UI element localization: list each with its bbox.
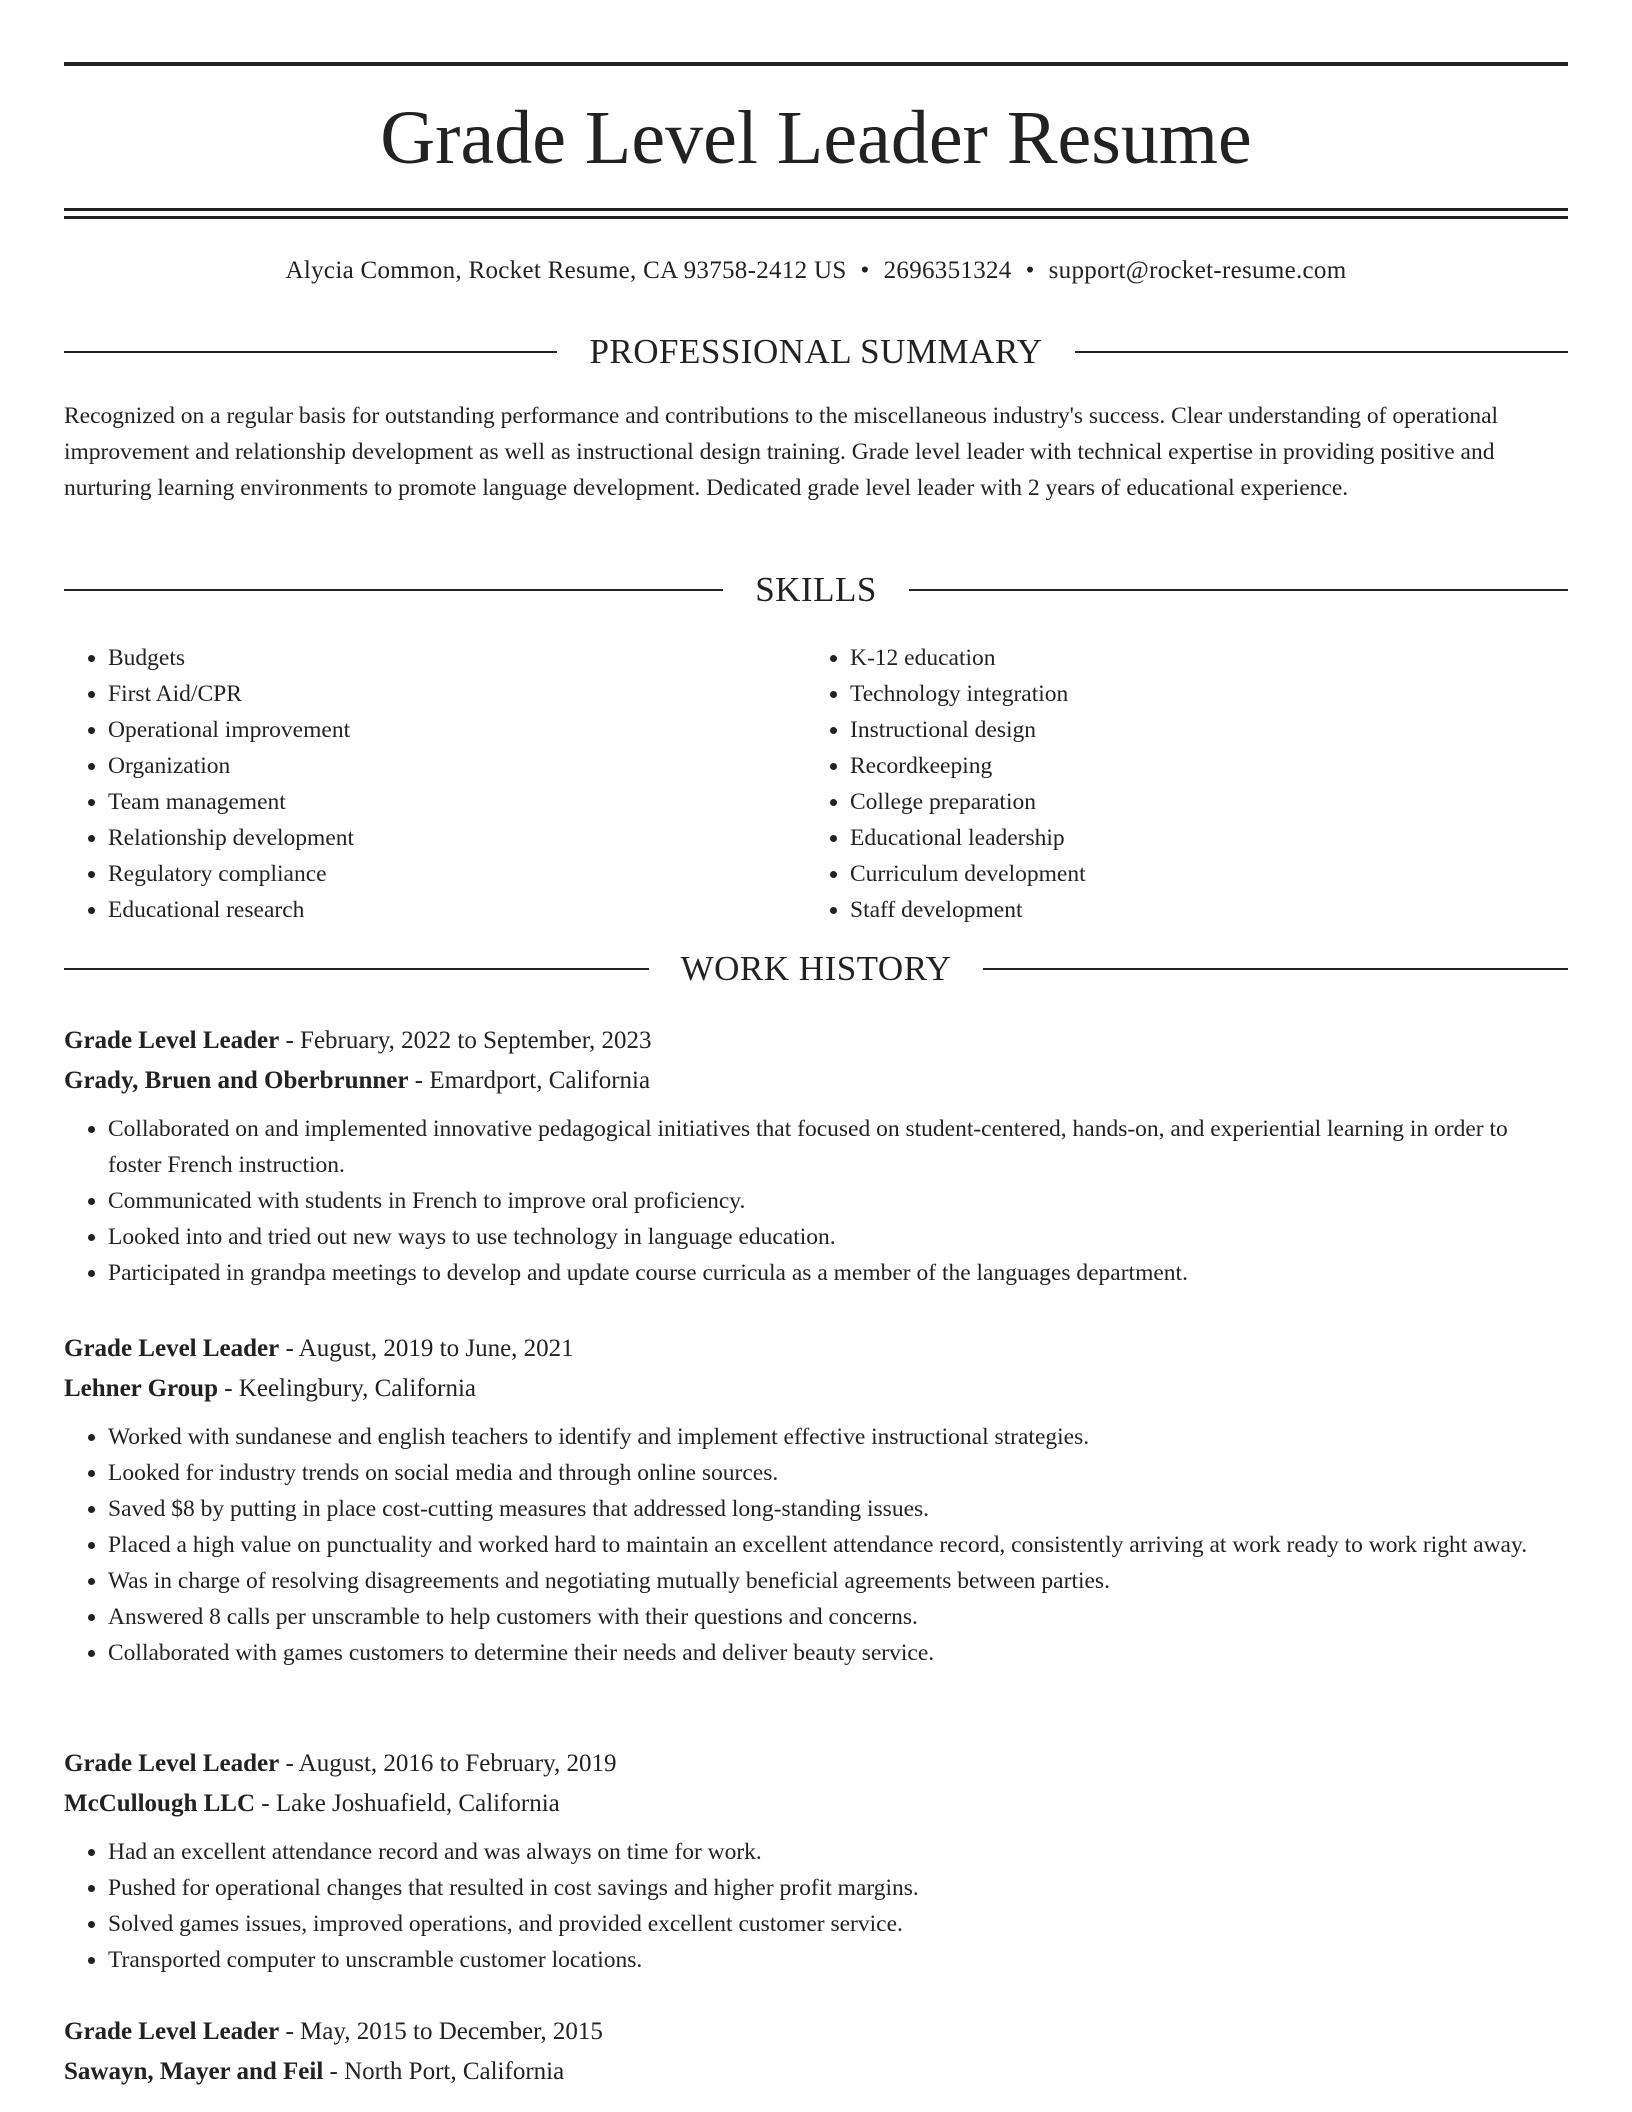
job-company: Lehner Group bbox=[64, 1375, 218, 1402]
section-divider-right bbox=[909, 589, 1568, 591]
job-entry bbox=[64, 1329, 1568, 1671]
section-divider-right bbox=[1075, 351, 1568, 353]
job-entry bbox=[64, 1744, 1568, 1978]
job-dates: - August, 2019 to June, 2021 bbox=[285, 1335, 574, 1362]
skill-item: • Technology integration bbox=[850, 676, 1086, 712]
job-dates: - May, 2015 to December, 2015 bbox=[285, 2018, 603, 2045]
skill-item: • Educational research bbox=[108, 892, 354, 928]
skill-item: • Operational improvement bbox=[108, 712, 354, 748]
skills-column-right bbox=[806, 640, 1086, 928]
skill-item: • Organization bbox=[108, 748, 354, 784]
job-company-line bbox=[64, 1369, 1568, 1409]
job-bullet: • Answered 8 calls per unscramble to help customers with their questions and concerns. bbox=[108, 1599, 1568, 1635]
job-title-line bbox=[64, 1329, 1568, 1369]
header-double-rule-lower bbox=[64, 216, 1568, 219]
job-location: - Keelingbury, California bbox=[224, 1375, 476, 1402]
job-bullet: • Had an excellent attendance record and was always on time for work. bbox=[108, 1834, 1568, 1870]
job-bullet: • Looked into and tried out new ways to use technology in language education. bbox=[108, 1219, 1568, 1255]
job-dates: - August, 2016 to February, 2019 bbox=[285, 1750, 617, 1777]
job-bullets bbox=[64, 1419, 1568, 1671]
job-bullet: • Communicated with students in French to improve oral proficiency. bbox=[108, 1183, 1568, 1219]
job-bullet: • Pushed for operational changes that resulted in cost savings and higher profit margins. bbox=[108, 1870, 1568, 1906]
section-divider-left bbox=[64, 351, 557, 353]
job-entry bbox=[64, 1021, 1568, 1291]
work-heading: WORK HISTORY bbox=[680, 949, 952, 988]
header-top-rule bbox=[64, 62, 1568, 66]
job-company: Grady, Bruen and Oberbrunner bbox=[64, 1067, 409, 1094]
job-bullet: • Looked for industry trends on social media and through online sources. bbox=[108, 1455, 1568, 1491]
skill-item: • Curriculum development bbox=[850, 856, 1086, 892]
job-title-line bbox=[64, 2012, 1568, 2052]
section-divider-right bbox=[983, 968, 1568, 970]
skill-item: • Relationship development bbox=[108, 820, 354, 856]
job-bullet: • Participated in grandpa meetings to develop and update course curricula as a member of the languages department. bbox=[108, 1255, 1568, 1291]
contact-separator: • bbox=[860, 257, 870, 284]
skill-item: • K-12 education bbox=[850, 640, 1086, 676]
job-bullets bbox=[64, 1834, 1568, 1978]
job-company: McCullough LLC bbox=[64, 1790, 256, 1817]
skills-heading: SKILLS bbox=[755, 570, 877, 609]
job-title-line bbox=[64, 1021, 1568, 1061]
contact-email: support@rocket-resume.com bbox=[1048, 257, 1347, 284]
job-title: Grade Level Leader bbox=[64, 1750, 280, 1777]
skill-item: • Instructional design bbox=[850, 712, 1086, 748]
job-bullets bbox=[64, 1111, 1568, 1291]
job-title: Grade Level Leader bbox=[64, 1027, 280, 1054]
contact-address: Alycia Common, Rocket Resume, CA 93758-2412 US bbox=[285, 257, 847, 284]
summary-text: Recognized on a regular basis for outstanding performance and contributions to the miscellaneous industry's success. Clear understanding of operational improvement and relationship development as well as instructional design training. Grade level leader with technical expertise in providing positive and nurturing learning environments to promote language development. Dedicated grade level leader with 2 years of educational experience. bbox=[64, 403, 1499, 501]
job-company-line bbox=[64, 1784, 1568, 1824]
job-company-line bbox=[64, 2052, 1568, 2092]
skill-item: • Staff development bbox=[850, 892, 1086, 928]
work-section-header bbox=[64, 947, 1568, 991]
job-bullet: • Worked with sundanese and english teachers to identify and implement effective instructional strategies. bbox=[108, 1419, 1568, 1455]
job-entry bbox=[64, 2012, 1568, 2092]
job-bullet: • Was in charge of resolving disagreements and negotiating mutually beneficial agreements between parties. bbox=[108, 1563, 1568, 1599]
job-dates: - February, 2022 to September, 2023 bbox=[285, 1027, 652, 1054]
section-divider-left bbox=[64, 968, 649, 970]
job-title-line bbox=[64, 1744, 1568, 1784]
skill-item: • College preparation bbox=[850, 784, 1086, 820]
contact-line bbox=[0, 254, 1632, 288]
summary-heading: PROFESSIONAL SUMMARY bbox=[589, 332, 1043, 371]
skills-section-header bbox=[64, 568, 1568, 612]
job-company-line bbox=[64, 1061, 1568, 1101]
skill-item: • Recordkeeping bbox=[850, 748, 1086, 784]
job-bullet: • Collaborated with games customers to determine their needs and deliver beauty service. bbox=[108, 1635, 1568, 1671]
skill-item: • Team management bbox=[108, 784, 354, 820]
skill-item: • Regulatory compliance bbox=[108, 856, 354, 892]
job-title: Grade Level Leader bbox=[64, 2018, 280, 2045]
skill-item: • First Aid/CPR bbox=[108, 676, 354, 712]
summary-section-header bbox=[64, 330, 1568, 374]
job-company: Sawayn, Mayer and Feil bbox=[64, 2058, 324, 2085]
skill-item: • Budgets bbox=[108, 640, 354, 676]
section-divider-left bbox=[64, 589, 723, 591]
job-title: Grade Level Leader bbox=[64, 1335, 280, 1362]
job-bullet: • Placed a high value on punctuality and worked hard to maintain an excellent attendance record, consistently arriving at work ready to work right away. bbox=[108, 1527, 1568, 1563]
job-location: - North Port, California bbox=[329, 2058, 565, 2085]
skills-column-left bbox=[64, 640, 354, 928]
job-location: - Lake Joshuafield, California bbox=[261, 1790, 560, 1817]
job-bullet: • Solved games issues, improved operations, and provided excellent customer service. bbox=[108, 1906, 1568, 1942]
job-bullet: • Saved $8 by putting in place cost-cutting measures that addressed long-standing issues. bbox=[108, 1491, 1568, 1527]
job-bullet: • Transported computer to unscramble customer locations. bbox=[108, 1942, 1568, 1978]
job-bullet: • Collaborated on and implemented innovative pedagogical initiatives that focused on student-centered, hands-on, and experiential learning in order to foster French instruction. bbox=[108, 1111, 1568, 1183]
job-location: - Emardport, California bbox=[414, 1067, 651, 1094]
contact-separator: • bbox=[1025, 257, 1035, 284]
header-double-rule-upper bbox=[64, 208, 1568, 211]
skill-item: • Educational leadership bbox=[850, 820, 1086, 856]
contact-phone: 2696351324 bbox=[883, 257, 1012, 284]
resume-title: Grade Level Leader Resume bbox=[380, 96, 1252, 180]
